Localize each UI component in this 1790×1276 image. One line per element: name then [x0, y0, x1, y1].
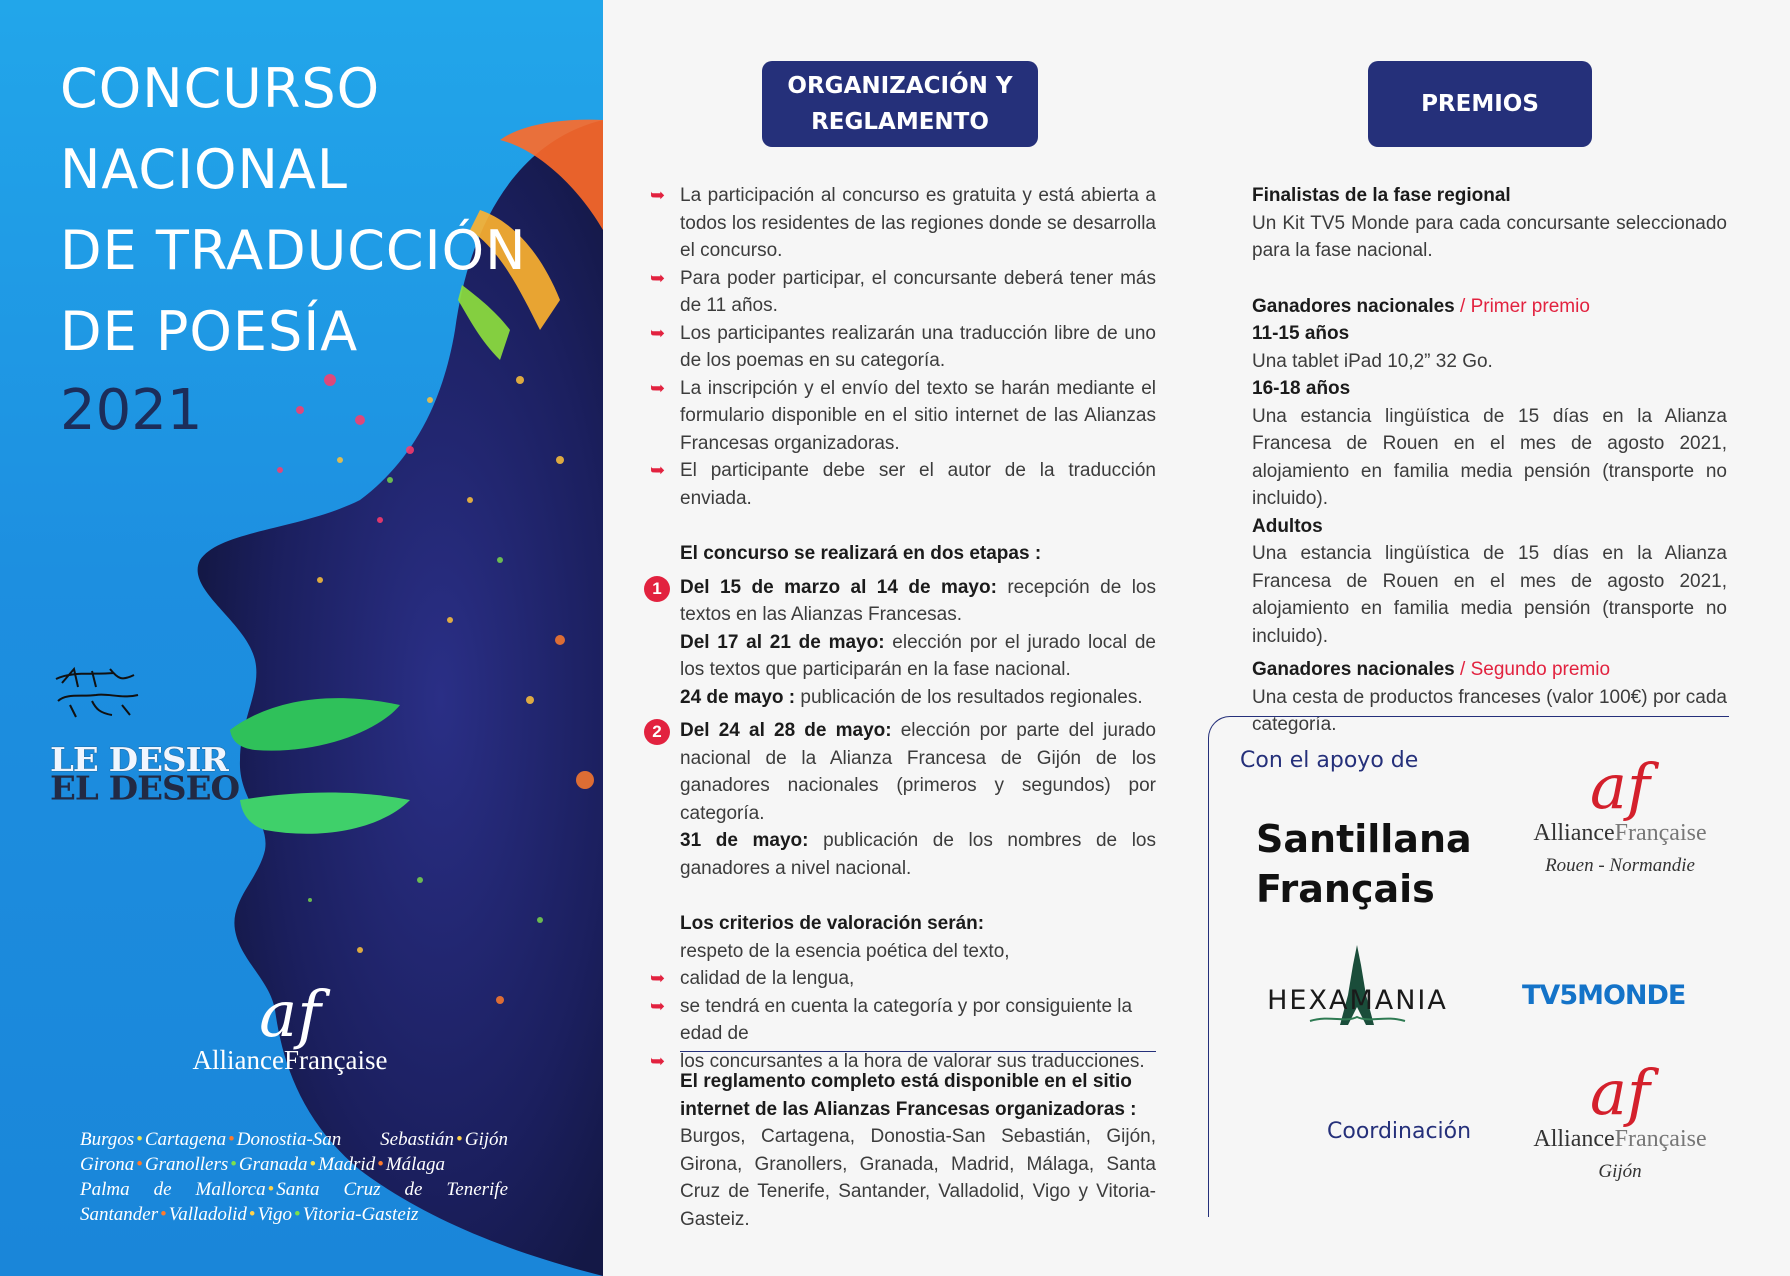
cover-panel	[0, 0, 603, 1276]
alliance-francaise-rouen-logo	[1520, 750, 1720, 877]
category-prize: Una tablet iPad 10,2” 32 Go.	[1252, 350, 1493, 372]
category-prize: Una estancia lingüística de 15 días en la Alianza Francesa de Rouen en el mes de agosto 2021, alojamiento en familia media pensión (transporte no incluido).	[1252, 405, 1727, 509]
second-prize-title: Ganadores nacionales / Segundo premio	[1252, 659, 1611, 680]
premios-section	[1252, 182, 1727, 739]
title-line: NACIONAL	[60, 138, 348, 201]
rule-item: ➥ La participación al concurso es gratuita y está abierta a todos los residentes de las regiones donde se desarrolla el concurso.	[680, 182, 1156, 265]
stage-1: 1 Del 15 de marzo al 14 de mayo: recepción de los textos en las Alianzas Francesas. Del 17 al 21 de mayo: elección por el jurado local de los textos que participarán en la fase nacional. 24 de mayo : publicación de los resultados regionales.	[680, 574, 1156, 712]
criteria-item: ➥ calidad de la lengua,	[680, 965, 1156, 993]
cover-cities: Burgos • Cartagena • Donostia-San Sebastián • Gijón Girona • Granollers • Granada • Madrid • Málaga Palma de Mallorca • Santa Cruz de Tenerife Santander • Valladolid • Vigo • Vitoria-Gasteiz	[80, 1129, 509, 1225]
hexamania-logo: HEXAMANIA	[1250, 945, 1465, 1027]
city: Málaga	[385, 1154, 445, 1175]
arrow-icon: ➥	[650, 377, 666, 398]
first-prize-title: Ganadores nacionales / Primer premio	[1252, 295, 1590, 317]
org-header-line2: REGLAMENTO	[811, 109, 989, 135]
divider	[680, 1051, 1156, 1052]
af-mark: af	[1590, 750, 1650, 823]
regional-title: Finalistas de la fase regional	[1252, 185, 1511, 206]
stage-number-badge: 2	[644, 719, 670, 745]
tv5monde-logo: TV5MONDE	[1522, 980, 1686, 1011]
stage-number-badge: 1	[644, 576, 670, 602]
le-desir-text: LE DESIR	[50, 741, 228, 780]
premios-header: PREMIOS	[1368, 61, 1592, 147]
city: Granada	[238, 1154, 308, 1175]
af-name: AllianceFrançaise	[192, 1045, 388, 1075]
rule-item: ➥ Para poder participar, el concursante deberá tener más de 11 años.	[680, 265, 1156, 320]
arrow-icon: ➥	[650, 995, 666, 1016]
stage-2: 2 Del 24 al 28 de mayo: elección por parte del jurado nacional de la Alianza Francesa de Gijón de los ganadores nacionales (primeros y segundos) por categoría. 31 de mayo: publicación de los nombres de los ganadores a nivel nacional.	[680, 717, 1156, 882]
alliance-francaise-cover-logo	[160, 978, 420, 1076]
city: Granollers	[144, 1154, 229, 1175]
alliance-francaise-gijon-logo	[1520, 1056, 1720, 1183]
organizacion-header	[762, 61, 1038, 147]
arrow-icon: ➥	[650, 185, 666, 205]
af-mark: af	[1590, 1056, 1650, 1129]
regional-text: Un Kit TV5 Monde para cada concursante seleccionado para la fase nacional.	[1252, 212, 1727, 261]
rule-item: ➥ Los participantes realizarán una traducción libre de uno de los poemas en su categoría.	[680, 320, 1156, 375]
arrow-icon: ➥	[650, 267, 666, 288]
city: Cartagena	[144, 1129, 227, 1150]
second-prize-text: Una cesta de productos franceses (valor 100€) por cada categoría.	[1252, 686, 1727, 735]
criteria-title: Los criterios de valoración serán:	[680, 913, 985, 934]
rule-item: ➥ El participante debe ser el autor de la traducción enviada.	[680, 457, 1156, 512]
title-line: DE POESÍA	[60, 300, 359, 363]
category-label: 16-18 años	[1252, 378, 1351, 399]
city: Donostia-San Sebastián	[236, 1129, 455, 1150]
category-prize: Una estancia lingüística de 15 días en la Alianza Francesa de Rouen en el mes de agosto 2021, alojamiento en familia media pensión (transporte no incluido).	[1252, 543, 1727, 647]
city: Santander	[80, 1204, 159, 1225]
city: Santa Cruz de Tenerife	[276, 1179, 509, 1200]
city: Girona	[80, 1154, 135, 1175]
af-name: AllianceFrançaise	[1533, 1126, 1707, 1152]
category-label: 11-15 años	[1252, 323, 1350, 344]
city: Vigo	[257, 1204, 293, 1225]
arrow-icon: ➥	[650, 968, 666, 988]
footer-bold: El reglamento completo está disponible en el sitio internet de las Alianzas Francesas organizadoras :	[680, 1071, 1137, 1120]
title-line: DE TRADUCCIÓN	[60, 219, 527, 282]
af-city: Gijón	[1598, 1161, 1642, 1182]
arrow-icon: ➥	[650, 1050, 666, 1071]
le-desir-el-deseo-logo	[50, 741, 240, 809]
city: Valladolid	[168, 1204, 247, 1225]
arrow-icon: ➥	[650, 460, 666, 480]
af-city: Rouen - Normandie	[1545, 855, 1695, 876]
city: Burgos	[80, 1129, 135, 1150]
organizacion-section	[650, 182, 1156, 1075]
title-line: CONCURSO	[60, 57, 381, 120]
el-deseo-text: EL DESEO	[50, 770, 240, 809]
org-header-line1: ORGANIZACIÓN Y	[787, 73, 1013, 99]
rule-item: ➥ La inscripción y el envío del texto se harán mediante el formulario disponible en el sitio internet de las Alianzas Francesas organizadoras.	[680, 375, 1156, 458]
criteria-item: ➥ se tendrá en cuenta la categoría y por consiguiente la edad de	[680, 993, 1156, 1048]
footer-cities: Burgos, Cartagena, Donostia-San Sebastián, Gijón, Girona, Granollers, Granada, Madrid, Málaga, Santa Cruz de Tenerife, Santander, Valladolid, Vigo y Vitoria-Gasteiz.	[680, 1126, 1156, 1230]
arrow-icon: ➥	[650, 322, 666, 343]
cover-title	[60, 48, 526, 372]
city: Madrid	[318, 1154, 376, 1175]
support-label: Con el apoyo de	[1240, 748, 1419, 773]
cover-year: 2021	[60, 378, 203, 443]
santillana-francais-logo: Santillana Français	[1256, 817, 1472, 911]
af-name: AllianceFrançaise	[1533, 820, 1707, 846]
stages-title: El concurso se realizará en dos etapas :	[680, 543, 1042, 564]
city: Palma de Mallorca	[80, 1179, 266, 1200]
criteria-item: ➥ los concursantes a la hora de valorar sus traducciones.	[680, 1048, 1156, 1076]
reglamento-footer	[680, 1068, 1156, 1233]
city: Vitoria-Gasteiz	[302, 1204, 419, 1225]
criteria-intro: respeto de la esencia poética del texto,	[680, 940, 1010, 962]
coordination-label: Coordinación	[1327, 1119, 1472, 1144]
category-label: Adultos	[1252, 515, 1323, 537]
af-mark: af	[259, 978, 321, 1052]
printemps-des-poetes-logo	[52, 665, 144, 721]
city: Gijón	[464, 1129, 508, 1150]
